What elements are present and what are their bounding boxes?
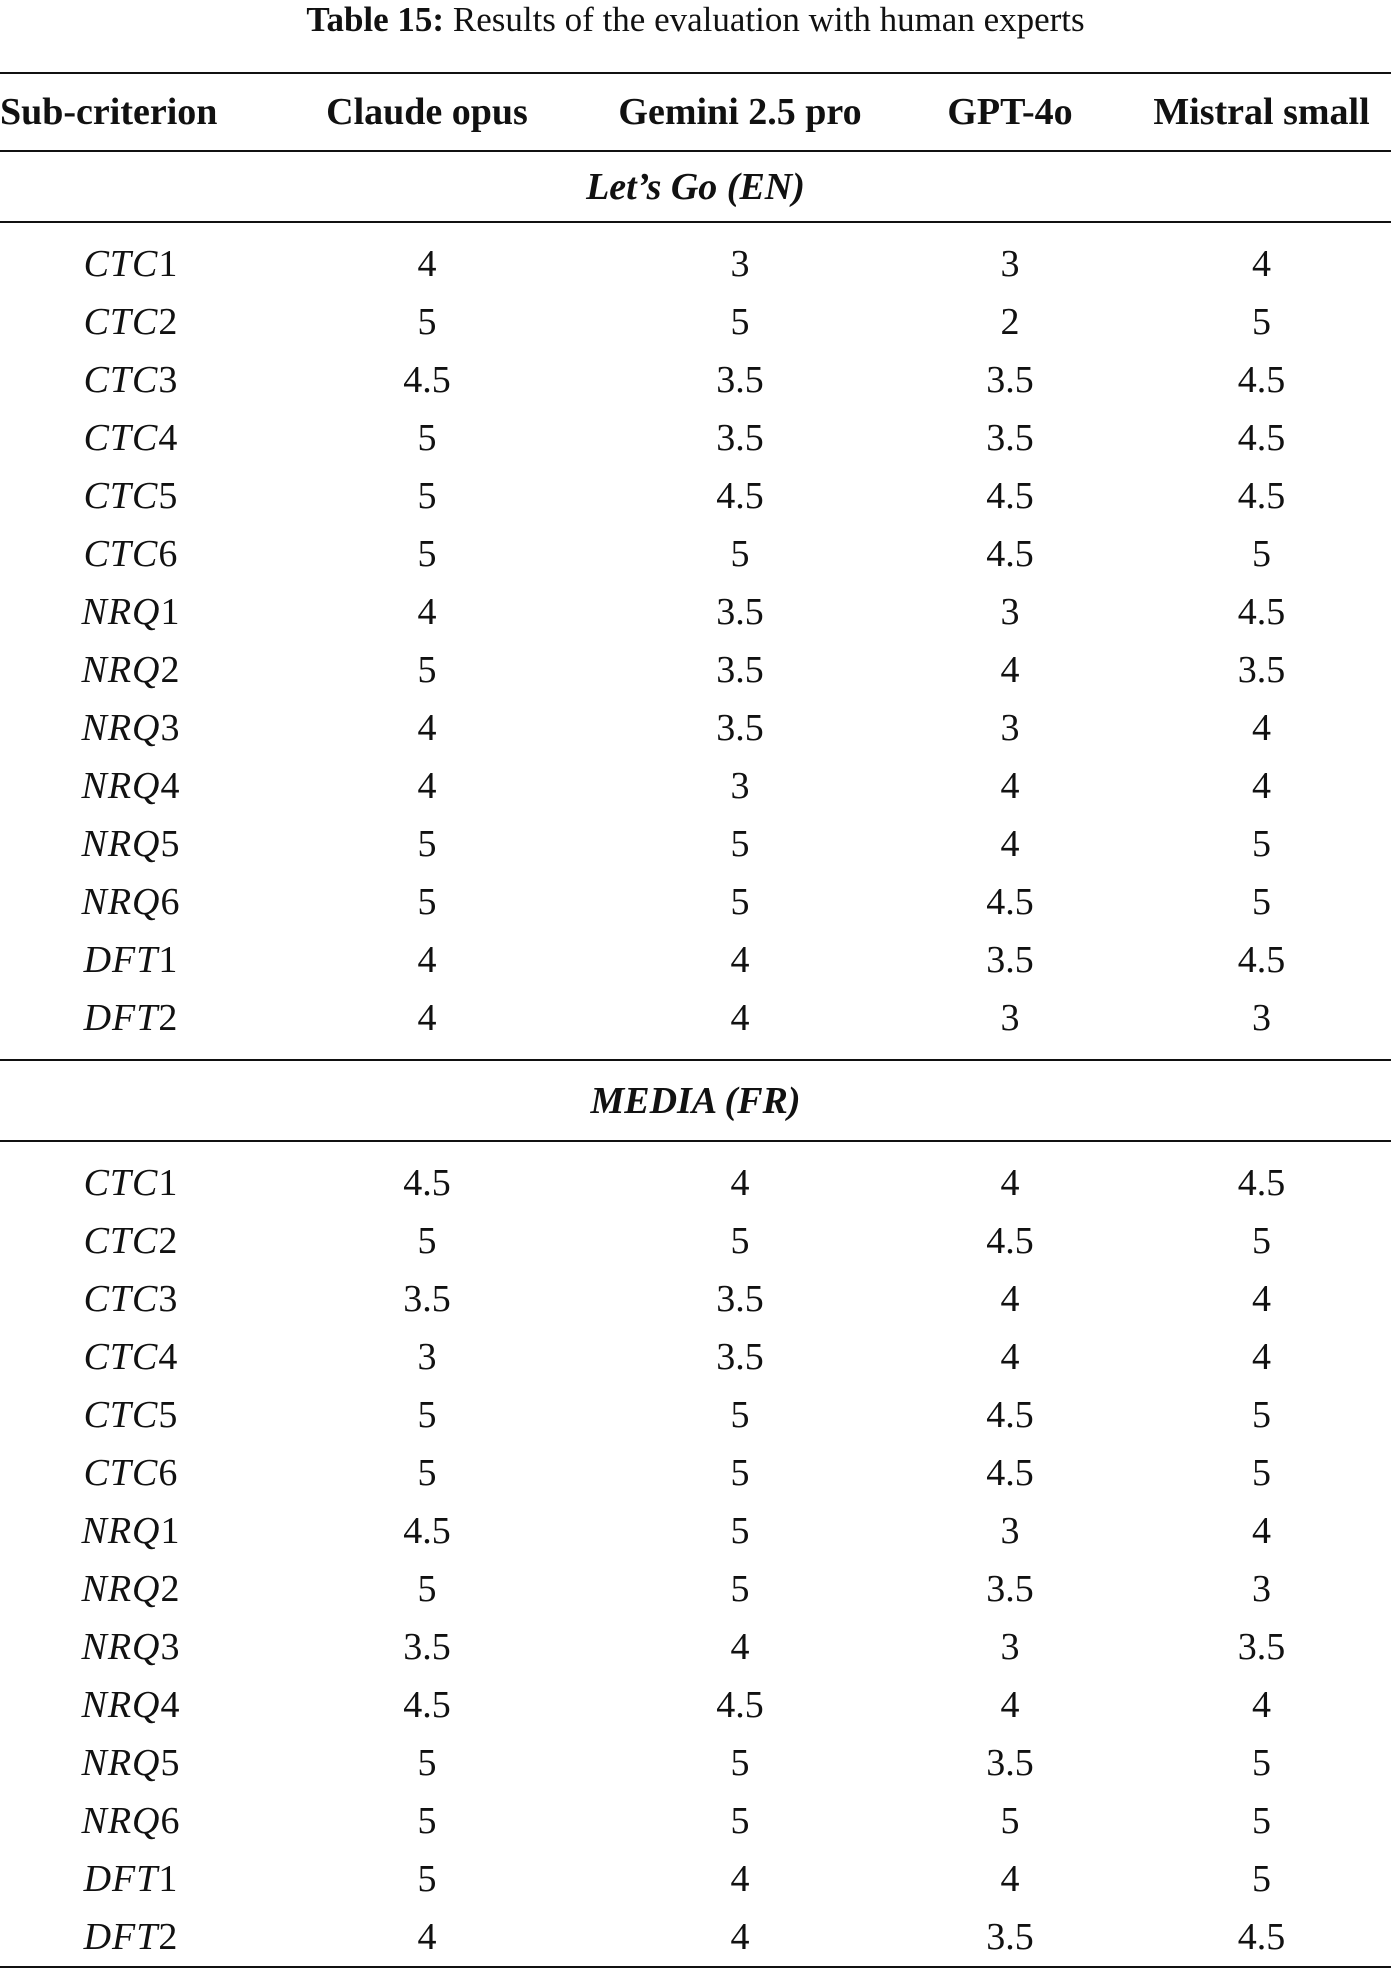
sub-criterion-number: 1 <box>160 591 181 633</box>
gpt-4o-score: 4 <box>1000 1684 1020 1726</box>
section-lets-go <box>0 151 1391 1060</box>
header-row <box>0 73 1391 151</box>
table-row <box>0 1386 1391 1444</box>
claude-opus-score: 4 <box>417 765 437 807</box>
gpt-4o-score: 3.5 <box>986 1568 1034 1610</box>
sub-criterion-code: CTC <box>83 243 159 285</box>
table-row <box>0 351 1391 409</box>
claude-opus-score: 4 <box>417 707 437 749</box>
sub-criterion-cell <box>0 1502 262 1560</box>
gemini-2-5-pro-score: 5 <box>730 1452 750 1494</box>
gemini-2-5-pro-score: 5 <box>730 1510 750 1552</box>
sub-criterion-cell <box>0 1154 262 1212</box>
claude-opus-score: 3.5 <box>403 1278 451 1320</box>
sub-criterion-number: 1 <box>158 1858 179 1900</box>
sub-criterion-number: 1 <box>158 939 179 981</box>
mistral-small-score: 3.5 <box>1237 1626 1286 1668</box>
sub-criterion-code: NRQ <box>81 1626 161 1668</box>
table-caption <box>0 0 1391 40</box>
sub-criterion-number: 5 <box>160 1742 181 1784</box>
mistral-small-score: 4 <box>1252 765 1271 807</box>
mistral-small-score: 4.5 <box>1237 359 1286 401</box>
gemini-2-5-pro-score: 3.5 <box>716 707 764 749</box>
mistral-small-score: 4.5 <box>1237 591 1286 633</box>
gemini-2-5-pro-score: 5 <box>730 301 750 343</box>
table-row <box>0 989 1391 1047</box>
claude-opus-score: 4 <box>417 591 437 633</box>
mistral-small-score: 5 <box>1252 301 1271 343</box>
table-caption-label: Table 15: <box>306 0 445 39</box>
gpt-4o-score: 4 <box>1000 823 1020 865</box>
sub-criterion-cell <box>0 1734 262 1792</box>
sub-criterion-code: CTC <box>83 533 159 575</box>
table-row <box>0 873 1391 931</box>
gpt-4o-score: 2 <box>1000 301 1020 343</box>
table-row <box>0 1154 1391 1212</box>
header-claude-opus: Claude opus <box>262 73 592 151</box>
gemini-2-5-pro-score: 3.5 <box>716 1336 764 1378</box>
sub-criterion-code: NRQ <box>81 823 161 865</box>
header-gpt-4o: GPT-4o <box>888 73 1132 151</box>
sub-criterion-code: CTC <box>83 1394 159 1436</box>
claude-opus-score: 5 <box>417 1394 437 1436</box>
mistral-small-score: 4.5 <box>1237 417 1286 459</box>
gpt-4o-score: 4 <box>1000 649 1020 691</box>
gpt-4o-score: 4 <box>1000 765 1020 807</box>
sub-criterion-number: 5 <box>158 475 179 517</box>
header-gemini-2-5-pro: Gemini 2.5 pro <box>592 73 888 151</box>
mistral-small-score: 4.5 <box>1237 475 1286 517</box>
sub-criterion-number: 1 <box>158 243 179 285</box>
section-title: Let’s Go (EN) <box>0 151 1391 222</box>
sub-criterion-code: NRQ <box>81 1684 161 1726</box>
claude-opus-score: 5 <box>417 533 437 575</box>
gpt-4o-score: 3.5 <box>986 359 1034 401</box>
sub-criterion-cell <box>0 235 262 293</box>
header-sub-criterion: Sub-criterion <box>0 73 262 151</box>
table-row <box>0 293 1391 351</box>
mistral-small-score: 3 <box>1252 997 1271 1039</box>
sub-criterion-code: NRQ <box>81 1568 161 1610</box>
sub-criterion-number: 2 <box>158 1220 179 1262</box>
claude-opus-score: 4 <box>417 243 437 285</box>
gpt-4o-score: 4 <box>1000 1162 1020 1204</box>
table-row <box>0 583 1391 641</box>
section-header-row <box>0 1060 1391 1141</box>
gemini-2-5-pro-score: 5 <box>730 1568 750 1610</box>
gemini-2-5-pro-score: 3.5 <box>716 1278 764 1320</box>
sub-criterion-number: 1 <box>158 1162 179 1204</box>
gemini-2-5-pro-score: 5 <box>730 881 750 923</box>
claude-opus-score: 5 <box>417 1858 437 1900</box>
sub-criterion-code: NRQ <box>81 1742 161 1784</box>
gemini-2-5-pro-score: 4 <box>730 1858 750 1900</box>
gpt-4o-score: 3 <box>1000 1626 1020 1668</box>
sub-criterion-code: NRQ <box>81 649 161 691</box>
sub-criterion-number: 6 <box>160 1800 181 1842</box>
sub-criterion-code: NRQ <box>81 1800 161 1842</box>
sub-criterion-code: CTC <box>83 1452 159 1494</box>
sub-criterion-number: 2 <box>158 1916 179 1958</box>
sub-criterion-number: 2 <box>158 301 179 343</box>
sub-criterion-cell <box>0 1618 262 1676</box>
claude-opus-score: 5 <box>417 301 437 343</box>
sub-criterion-cell <box>0 873 262 931</box>
header-mistral-small: Mistral small <box>1132 73 1391 151</box>
sub-criterion-number: 4 <box>158 1336 179 1378</box>
mistral-small-score: 5 <box>1252 1394 1271 1436</box>
table-row <box>0 1676 1391 1734</box>
sub-criterion-number: 3 <box>158 359 179 401</box>
table-row <box>0 1502 1391 1560</box>
sub-criterion-code: CTC <box>83 1162 159 1204</box>
gemini-2-5-pro-score: 3.5 <box>716 417 764 459</box>
sub-criterion-cell <box>0 1792 262 1850</box>
gpt-4o-score: 3.5 <box>986 939 1034 981</box>
sub-criterion-code: CTC <box>83 475 159 517</box>
sub-criterion-number: 6 <box>158 533 179 575</box>
table-row <box>0 1328 1391 1386</box>
gemini-2-5-pro-score: 5 <box>730 1800 750 1842</box>
table-row <box>0 1618 1391 1676</box>
mistral-small-score: 5 <box>1252 1452 1271 1494</box>
sub-criterion-number: 4 <box>160 765 181 807</box>
claude-opus-score: 5 <box>417 1220 437 1262</box>
mistral-small-score: 4 <box>1252 1336 1271 1378</box>
gpt-4o-score: 4 <box>1000 1278 1020 1320</box>
gemini-2-5-pro-score: 4 <box>730 997 750 1039</box>
gpt-4o-score: 3.5 <box>986 417 1034 459</box>
results-table <box>0 72 1391 1968</box>
gpt-4o-score: 4.5 <box>986 1394 1034 1436</box>
table-row <box>0 1792 1391 1850</box>
table-row <box>0 1212 1391 1270</box>
sub-criterion-code: NRQ <box>81 765 161 807</box>
sub-criterion-code: CTC <box>83 1220 159 1262</box>
gemini-2-5-pro-score: 3.5 <box>716 359 764 401</box>
section-title: MEDIA (FR) <box>0 1060 1391 1141</box>
gpt-4o-score: 4.5 <box>986 475 1034 517</box>
sub-criterion-code: DFT <box>83 997 159 1039</box>
claude-opus-score: 5 <box>417 1800 437 1842</box>
gpt-4o-score: 4 <box>1000 1858 1020 1900</box>
sub-criterion-cell <box>0 293 262 351</box>
mistral-small-score: 5 <box>1252 1800 1271 1842</box>
claude-opus-score: 5 <box>417 1742 437 1784</box>
gpt-4o-score: 3.5 <box>888 1908 1132 1967</box>
table-row <box>0 1734 1391 1792</box>
gemini-2-5-pro-score: 4 <box>730 1626 750 1668</box>
sub-criterion-cell <box>0 931 262 989</box>
claude-opus-score: 4.5 <box>403 1684 451 1726</box>
sub-criterion-number: 4 <box>158 417 179 459</box>
sub-criterion-cell <box>0 1328 262 1386</box>
sub-criterion-number: 3 <box>158 1278 179 1320</box>
sub-criterion-cell <box>0 989 262 1047</box>
mistral-small-score: 5 <box>1252 1220 1271 1262</box>
sub-criterion-number: 6 <box>160 881 181 923</box>
mistral-small-score: 4 <box>1252 1510 1271 1552</box>
mistral-small-score: 4.5 <box>1237 939 1286 981</box>
mistral-small-score: 4.5 <box>1132 1908 1391 1967</box>
gemini-2-5-pro-score: 5 <box>730 1742 750 1784</box>
table-row <box>0 815 1391 873</box>
sub-criterion-code: CTC <box>83 417 159 459</box>
claude-opus-score: 5 <box>417 417 437 459</box>
sub-criterion-cell <box>0 641 262 699</box>
sub-criterion-cell <box>0 409 262 467</box>
mistral-small-score: 4 <box>1252 243 1271 285</box>
gemini-2-5-pro-score: 4 <box>592 1908 888 1967</box>
gpt-4o-score: 5 <box>1000 1800 1020 1842</box>
sub-criterion-cell <box>0 1676 262 1734</box>
sub-criterion-cell <box>0 1560 262 1618</box>
mistral-small-score: 5 <box>1252 1858 1271 1900</box>
sub-criterion-number: 2 <box>158 997 179 1039</box>
gemini-2-5-pro-score: 3.5 <box>716 649 764 691</box>
gpt-4o-score: 4.5 <box>986 533 1034 575</box>
table-caption-text: Results of the evaluation with human experts <box>452 0 1085 39</box>
sub-criterion-code: CTC <box>83 1336 159 1378</box>
claude-opus-score: 3.5 <box>403 1626 451 1668</box>
mistral-small-score: 5 <box>1252 533 1271 575</box>
sub-criterion-number: 2 <box>160 649 181 691</box>
claude-opus-score: 4.5 <box>403 1162 451 1204</box>
gpt-4o-score: 3 <box>1000 997 1020 1039</box>
mistral-small-score: 4 <box>1252 1278 1271 1320</box>
sub-criterion-code: NRQ <box>81 707 161 749</box>
mistral-small-score: 4.5 <box>1237 1162 1286 1204</box>
table-row <box>0 931 1391 989</box>
claude-opus-score: 3 <box>417 1336 437 1378</box>
gpt-4o-score: 3 <box>1000 591 1020 633</box>
sub-criterion-cell <box>0 1270 262 1328</box>
sub-criterion-code: CTC <box>83 1278 159 1320</box>
mistral-small-score: 3.5 <box>1237 649 1286 691</box>
section-media <box>0 1060 1391 1967</box>
sub-criterion-cell <box>0 1444 262 1502</box>
sub-criterion-cell <box>0 467 262 525</box>
sub-criterion-number: 2 <box>160 1568 181 1610</box>
gpt-4o-score: 3 <box>1000 707 1020 749</box>
sub-criterion-cell <box>0 757 262 815</box>
sub-criterion-number: 6 <box>158 1452 179 1494</box>
sub-criterion-number: 1 <box>160 1510 181 1552</box>
claude-opus-score: 4 <box>417 939 437 981</box>
gpt-4o-score: 3.5 <box>986 1742 1034 1784</box>
gemini-2-5-pro-score: 3 <box>730 243 750 285</box>
claude-opus-score: 5 <box>417 649 437 691</box>
mistral-small-score: 5 <box>1252 1742 1271 1784</box>
table-row <box>0 699 1391 757</box>
gemini-2-5-pro-score: 3 <box>730 765 750 807</box>
sub-criterion-cell <box>0 699 262 757</box>
mistral-small-score: 5 <box>1252 881 1271 923</box>
gemini-2-5-pro-score: 5 <box>730 1394 750 1436</box>
claude-opus-score: 5 <box>417 1568 437 1610</box>
mistral-small-score: 4 <box>1252 1684 1271 1726</box>
sub-criterion-cell <box>0 1212 262 1270</box>
sub-criterion-code: NRQ <box>81 881 161 923</box>
table-row <box>0 1850 1391 1908</box>
gpt-4o-score: 3 <box>1000 1510 1020 1552</box>
sub-criterion-cell <box>0 815 262 873</box>
claude-opus-score: 4.5 <box>403 359 451 401</box>
table-row <box>0 1270 1391 1328</box>
gemini-2-5-pro-score: 4.5 <box>716 1684 764 1726</box>
sub-criterion-code: DFT <box>83 939 159 981</box>
claude-opus-score: 5 <box>417 881 437 923</box>
table-row <box>0 235 1391 293</box>
table-row <box>0 525 1391 583</box>
gemini-2-5-pro-score: 4.5 <box>716 475 764 517</box>
gemini-2-5-pro-score: 5 <box>730 533 750 575</box>
sub-criterion-number: 3 <box>160 707 181 749</box>
sub-criterion-code: CTC <box>83 359 159 401</box>
sub-criterion-code: DFT <box>83 1858 159 1900</box>
table-row <box>0 1908 1391 1967</box>
section-header-row <box>0 151 1391 222</box>
sub-criterion-code: NRQ <box>81 1510 161 1552</box>
mistral-small-score: 5 <box>1252 823 1271 865</box>
gpt-4o-score: 4.5 <box>986 1220 1034 1262</box>
table-row <box>0 757 1391 815</box>
gpt-4o-score: 4.5 <box>986 1452 1034 1494</box>
gpt-4o-score: 3 <box>1000 243 1020 285</box>
sub-criterion-number: 4 <box>160 1684 181 1726</box>
table-row <box>0 641 1391 699</box>
sub-criterion-number: 5 <box>160 823 181 865</box>
table-row <box>0 467 1391 525</box>
claude-opus-score: 5 <box>417 475 437 517</box>
mistral-small-score: 4 <box>1252 707 1271 749</box>
gemini-2-5-pro-score: 3.5 <box>716 591 764 633</box>
gemini-2-5-pro-score: 4 <box>730 939 750 981</box>
claude-opus-score: 5 <box>417 1452 437 1494</box>
gemini-2-5-pro-score: 5 <box>730 823 750 865</box>
sub-criterion-number: 5 <box>158 1394 179 1436</box>
sub-criterion-cell <box>0 1908 262 1967</box>
sub-criterion-cell <box>0 1386 262 1444</box>
sub-criterion-cell <box>0 525 262 583</box>
sub-criterion-number: 3 <box>160 1626 181 1668</box>
sub-criterion-code: NRQ <box>81 591 161 633</box>
claude-opus-score: 4.5 <box>403 1510 451 1552</box>
table-row <box>0 409 1391 467</box>
claude-opus-score: 4 <box>262 1908 592 1967</box>
claude-opus-score: 5 <box>417 823 437 865</box>
table-row <box>0 1444 1391 1502</box>
sub-criterion-code: DFT <box>83 1916 159 1958</box>
table-row <box>0 1560 1391 1618</box>
gemini-2-5-pro-score: 5 <box>730 1220 750 1262</box>
sub-criterion-code: CTC <box>83 301 159 343</box>
gemini-2-5-pro-score: 4 <box>730 1162 750 1204</box>
gpt-4o-score: 4.5 <box>986 881 1034 923</box>
mistral-small-score: 3 <box>1252 1568 1271 1610</box>
claude-opus-score: 4 <box>417 997 437 1039</box>
gpt-4o-score: 4 <box>1000 1336 1020 1378</box>
sub-criterion-cell <box>0 583 262 641</box>
sub-criterion-cell <box>0 351 262 409</box>
sub-criterion-cell <box>0 1850 262 1908</box>
